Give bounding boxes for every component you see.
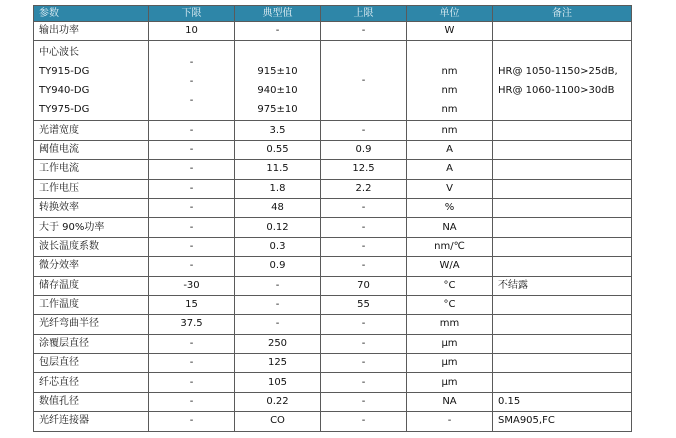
row-typical: 0.9: [235, 257, 321, 276]
row-param: 涂覆层直径: [34, 334, 149, 353]
wavelength-max: -: [321, 41, 407, 121]
row-param: 工作电压: [34, 179, 149, 198]
row-typical: -: [235, 22, 321, 41]
row-unit: -: [407, 412, 493, 431]
row-min: -: [149, 334, 235, 353]
row-param: 工作温度: [34, 295, 149, 314]
table-row: [34, 179, 632, 198]
row-unit: nm: [407, 121, 493, 140]
table-row: [34, 237, 632, 256]
row-unit: μm: [407, 334, 493, 353]
row-typical: CO: [235, 412, 321, 431]
wavelength-unit: nm: [441, 84, 458, 96]
row-note: [493, 237, 632, 256]
row-note: 不结露: [493, 276, 632, 295]
row-min: -: [149, 257, 235, 276]
table-row: [34, 315, 632, 334]
wavelength-typical: 975±10: [257, 103, 298, 115]
table-row: [34, 373, 632, 392]
row-min: -: [149, 392, 235, 411]
row-unit: A: [407, 160, 493, 179]
row-param: 纤芯直径: [34, 373, 149, 392]
row-max: 55: [321, 295, 407, 314]
table-row: [34, 334, 632, 353]
row-typical: 1.8: [235, 179, 321, 198]
table-row: [34, 257, 632, 276]
row-typical: -: [235, 276, 321, 295]
row-note: [493, 354, 632, 373]
row-param: 大于 90%功率: [34, 218, 149, 237]
row-param: 工作电流: [34, 160, 149, 179]
row-max: -: [321, 22, 407, 41]
header-max: 上限: [321, 6, 407, 22]
wavelength-min-cell: [149, 41, 235, 121]
row-min: -: [149, 412, 235, 431]
row-min: -: [149, 160, 235, 179]
header-unit: 单位: [407, 6, 493, 22]
table-row: [34, 392, 632, 411]
table-row: [34, 198, 632, 217]
table-row: [34, 160, 632, 179]
row-max: 70: [321, 276, 407, 295]
row-typical: 105: [235, 373, 321, 392]
row-typical: 0.12: [235, 218, 321, 237]
row-typical: 125: [235, 354, 321, 373]
wavelength-typical: 940±10: [257, 84, 298, 96]
table-row: [34, 354, 632, 373]
row-note: [493, 334, 632, 353]
row-unit: mm: [407, 315, 493, 334]
row-note: [493, 257, 632, 276]
wavelength-typical-cell: [235, 41, 321, 121]
table-row: [34, 276, 632, 295]
table-row: [34, 22, 632, 41]
row-unit: nm/℃: [407, 237, 493, 256]
header-param: 参数: [34, 6, 149, 22]
model-name: TY915-DG: [39, 65, 90, 77]
row-note: 0.15: [493, 392, 632, 411]
row-min: -: [149, 121, 235, 140]
row-param: 输出功率: [34, 22, 149, 41]
row-note: [493, 295, 632, 314]
row-param: 储存温度: [34, 276, 149, 295]
row-max: -: [321, 354, 407, 373]
row-unit: °C: [407, 276, 493, 295]
wavelength-note: HR@ 1060-1100>30dB: [498, 84, 615, 96]
wavelength-row: [34, 41, 632, 121]
row-max: -: [321, 257, 407, 276]
wavelength-min: -: [189, 95, 194, 107]
row-param: 微分效率: [34, 257, 149, 276]
row-max: 12.5: [321, 160, 407, 179]
wavelength-unit: nm: [441, 103, 458, 115]
header-note: 备注: [493, 6, 632, 22]
row-note: [493, 140, 632, 159]
row-min: -: [149, 237, 235, 256]
row-unit: μm: [407, 373, 493, 392]
row-note: [493, 373, 632, 392]
row-max: -: [321, 218, 407, 237]
row-unit: V: [407, 179, 493, 198]
row-max: -: [321, 412, 407, 431]
wavelength-unit: nm: [441, 65, 458, 77]
row-note: [493, 121, 632, 140]
row-max: -: [321, 237, 407, 256]
row-typical: 0.55: [235, 140, 321, 159]
row-min: -: [149, 354, 235, 373]
header-typical: 典型值: [235, 6, 321, 22]
wavelength-typical: 915±10: [257, 65, 298, 77]
wavelength-min: -: [189, 76, 194, 88]
row-unit: %: [407, 198, 493, 217]
row-min: 10: [149, 22, 235, 41]
row-max: -: [321, 334, 407, 353]
row-min: -30: [149, 276, 235, 295]
table-row: [34, 140, 632, 159]
row-max: -: [321, 198, 407, 217]
row-param: 阈值电流: [34, 140, 149, 159]
row-min: -: [149, 179, 235, 198]
wavelength-param-cell: [34, 41, 149, 121]
row-typical: 11.5: [235, 160, 321, 179]
row-unit: NA: [407, 392, 493, 411]
row-note: [493, 22, 632, 41]
header-min: 下限: [149, 6, 235, 22]
row-note: SMA905,FC: [493, 412, 632, 431]
row-param: 转换效率: [34, 198, 149, 217]
row-param: 光纤弯曲半径: [34, 315, 149, 334]
table-row: [34, 218, 632, 237]
row-min: 37.5: [149, 315, 235, 334]
row-note: [493, 315, 632, 334]
row-typical: -: [235, 315, 321, 334]
row-min: -: [149, 198, 235, 217]
row-typical: 250: [235, 334, 321, 353]
row-unit: W/A: [407, 257, 493, 276]
row-unit: °C: [407, 295, 493, 314]
row-param: 光纤连接器: [34, 412, 149, 431]
row-max: 0.9: [321, 140, 407, 159]
row-min: -: [149, 373, 235, 392]
table-row: [34, 121, 632, 140]
row-min: 15: [149, 295, 235, 314]
wavelength-note: HR@ 1050-1150>25dB,: [498, 65, 618, 77]
row-param: 数值孔径: [34, 392, 149, 411]
row-param: 包层直径: [34, 354, 149, 373]
row-unit: NA: [407, 218, 493, 237]
row-min: -: [149, 218, 235, 237]
row-unit: A: [407, 140, 493, 159]
model-name: TY940-DG: [39, 84, 90, 96]
row-max: -: [321, 392, 407, 411]
row-note: [493, 218, 632, 237]
wavelength-unit-cell: [407, 41, 493, 121]
row-unit: μm: [407, 354, 493, 373]
table-row: [34, 412, 632, 431]
row-max: 2.2: [321, 179, 407, 198]
row-typical: 0.22: [235, 392, 321, 411]
row-note: [493, 179, 632, 198]
row-min: -: [149, 140, 235, 159]
row-note: [493, 160, 632, 179]
wavelength-title: 中心波长: [39, 46, 79, 58]
row-typical: 3.5: [235, 121, 321, 140]
row-note: [493, 198, 632, 217]
row-typical: 0.3: [235, 237, 321, 256]
row-typical: -: [235, 295, 321, 314]
row-max: -: [321, 373, 407, 392]
row-param: 光谱宽度: [34, 121, 149, 140]
row-param: 波长温度系数: [34, 237, 149, 256]
spec-table: [33, 5, 632, 432]
table-header-row: [34, 6, 632, 22]
table-row: [34, 295, 632, 314]
row-max: -: [321, 121, 407, 140]
wavelength-note-cell: [493, 41, 632, 121]
row-unit: W: [407, 22, 493, 41]
row-max: -: [321, 315, 407, 334]
model-name: TY975-DG: [39, 103, 90, 115]
row-typical: 48: [235, 198, 321, 217]
wavelength-min: -: [189, 57, 194, 69]
